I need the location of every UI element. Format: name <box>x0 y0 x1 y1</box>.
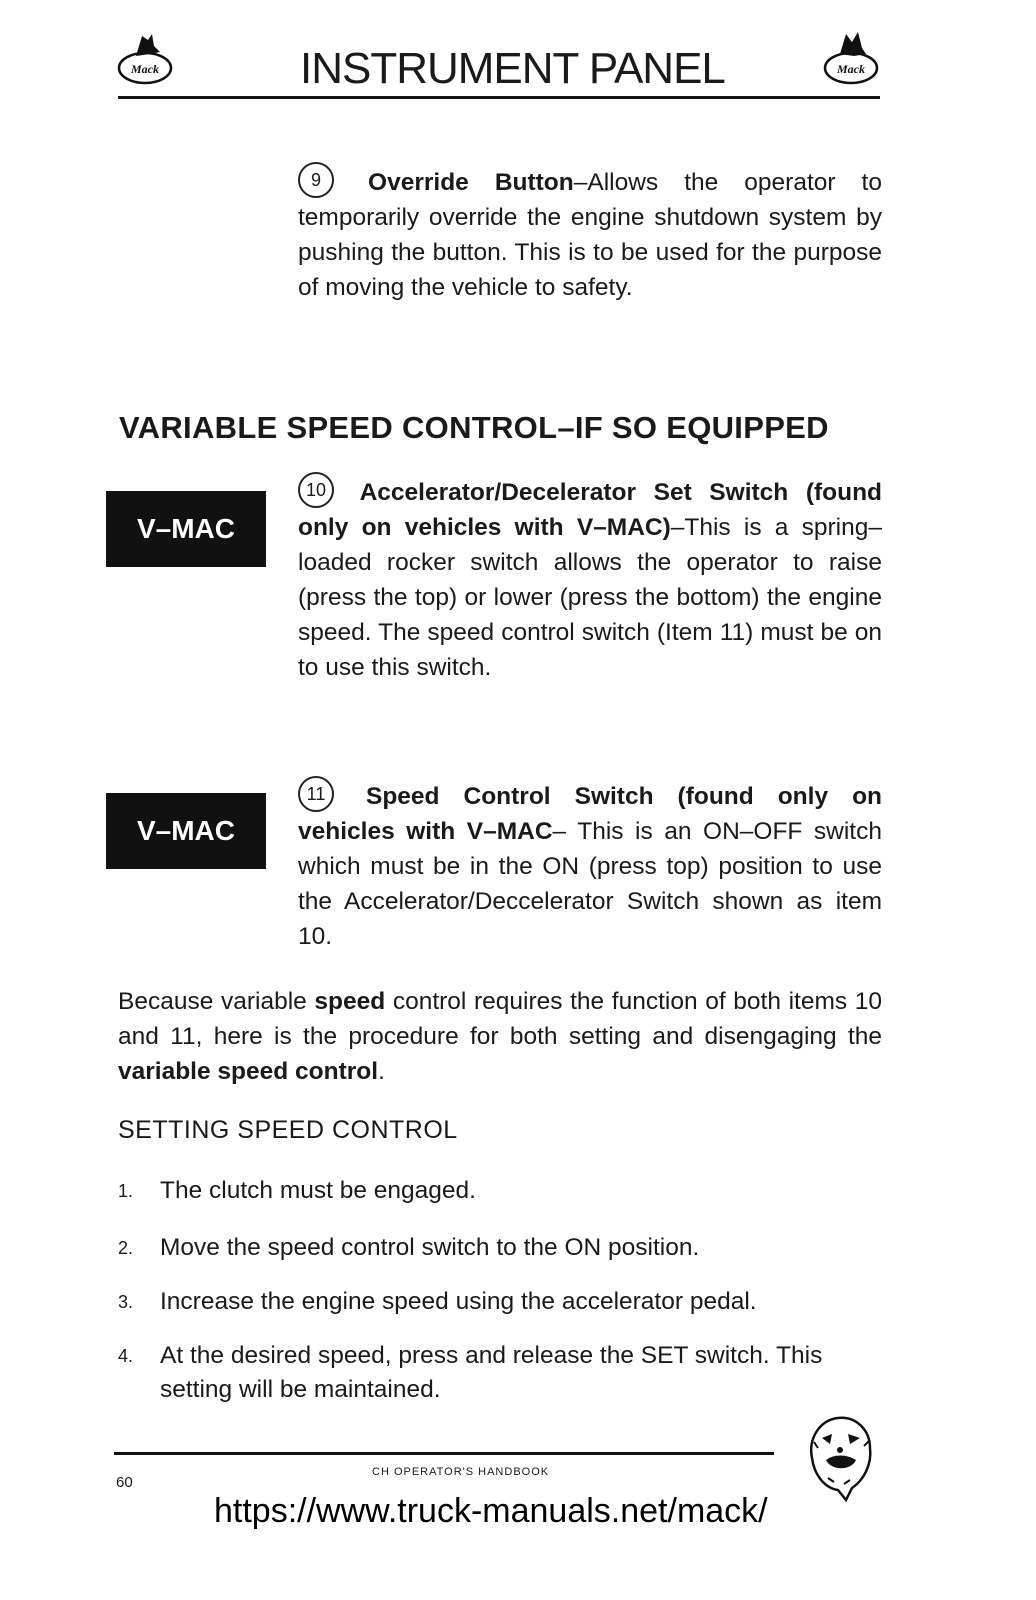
step-4-text: At the desired speed, press and release the SET switch. This setting will be maintained. <box>160 1342 823 1403</box>
step-3-text: Increase the engine speed using the accelerator pedal. <box>160 1288 757 1315</box>
section-title: VARIABLE SPEED CONTROL–IF SO EQUIPPED <box>119 410 829 445</box>
intro-text-3: . <box>378 1058 385 1085</box>
intro-text-1: Because variable <box>118 988 315 1015</box>
procedure-intro <box>118 984 882 1089</box>
item-9-title: Override Button <box>368 169 574 196</box>
vmac-badge-item-10: V–MAC <box>106 491 266 567</box>
item-10-number: 10 <box>298 472 334 508</box>
item-10-title: Accelerator/Decelerator Set Switch (found only on vehicles with V–MAC) <box>298 479 882 541</box>
item-11-title: Speed Control Switch (found only on vehicles with V–MAC <box>298 783 883 845</box>
mack-logo-right-text: Mack <box>837 62 865 76</box>
vmac-badge-item-11: V–MAC <box>106 793 266 869</box>
item-10-body: –This is a spring–loaded rocker switch allows the operator to raise (press the top) or lower (press the bottom) the engine speed. The speed control switch (Item 11) must be on to use this switch. <box>298 514 882 681</box>
source-url: https://www.truck-manuals.net/mack/ <box>214 1492 768 1530</box>
page-title: INSTRUMENT PANEL <box>300 44 725 93</box>
item-11-description <box>298 776 882 954</box>
mack-logo-left-icon <box>112 26 178 92</box>
header-rule <box>118 96 880 99</box>
intro-bold-2: variable speed control <box>118 1058 379 1085</box>
page-number: 60 <box>116 1474 133 1491</box>
step-4-number: 4. <box>118 1346 134 1366</box>
step-3-number: 3. <box>118 1292 134 1312</box>
item-9-description <box>298 162 882 305</box>
step-2-number: 2. <box>118 1238 134 1258</box>
mack-logo-left-text: Mack <box>131 62 159 76</box>
bulldog-emblem-icon <box>798 1408 882 1504</box>
step-2-text: Move the speed control switch to the ON position. <box>160 1234 700 1261</box>
intro-text-2: control requires the function of both items 10 and 11, here is the procedure for both setting and disengaging the <box>118 988 882 1050</box>
item-9-number: 9 <box>298 162 334 198</box>
item-11-body: – This is an ON–OFF switch which must be in the ON (press top) position to use the Accelerator/Deccelerator Switch shown as item 10. <box>298 818 882 950</box>
item-10-description <box>298 472 882 685</box>
step-1-text: The clutch must be engaged. <box>160 1177 476 1204</box>
footer-rule <box>114 1452 774 1455</box>
mack-logo-right-icon <box>818 26 884 92</box>
handbook-label: CH OPERATOR'S HANDBOOK <box>372 1466 550 1478</box>
item-9-body: –Allows the operator to temporarily override the engine shutdown system by pushing the button. This is to be used for the purpose of moving the vehicle to safety. <box>298 169 882 301</box>
intro-bold-1: speed <box>314 988 386 1015</box>
setting-speed-control-heading: SETTING SPEED CONTROL <box>118 1116 458 1144</box>
item-11-number: 11 <box>298 776 334 812</box>
step-1-number: 1. <box>118 1181 134 1201</box>
